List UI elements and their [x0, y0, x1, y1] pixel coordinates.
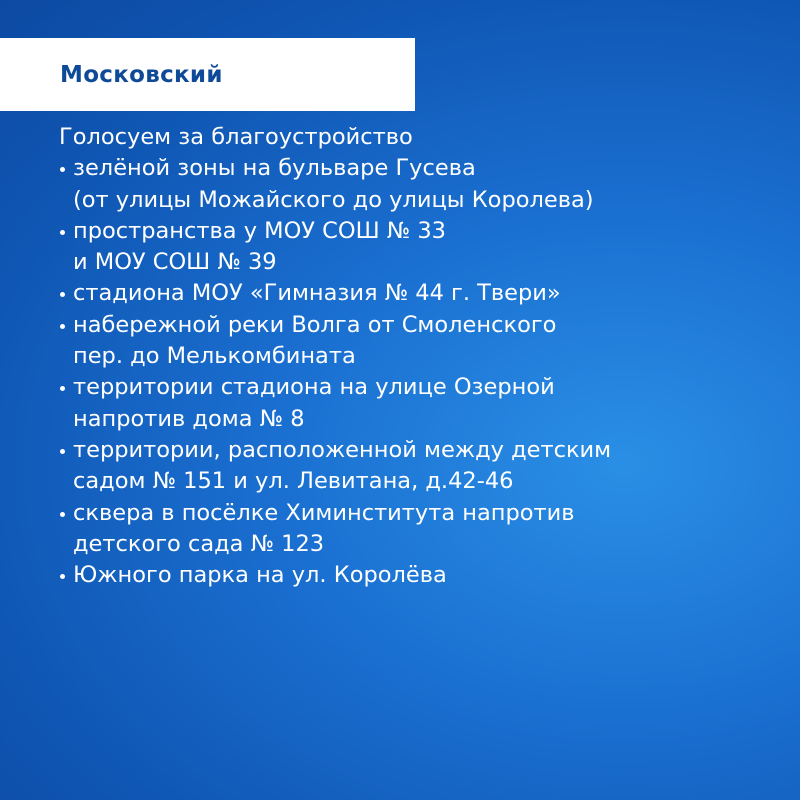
list-item-line: Южного парка на ул. Королёва — [73, 562, 447, 589]
intro-text: Голосуем за благоустройство — [59, 124, 413, 150]
list-item-line: напротив дома № 8 — [73, 405, 305, 432]
bullet-icon — [60, 324, 65, 329]
district-title: Московский — [60, 61, 223, 88]
list-item — [59, 560, 789, 591]
list-item-line: (от улицы Можайского до улицы Королева) — [73, 186, 594, 213]
bullet-icon — [60, 230, 65, 235]
list-item-line: зелёной зоны на бульваре Гусева — [73, 155, 476, 182]
list-item — [59, 278, 789, 309]
bullet-icon — [60, 449, 65, 454]
list-item — [59, 498, 789, 561]
list-item — [59, 435, 789, 498]
list-item — [59, 216, 789, 279]
list-item-line: детского сада № 123 — [73, 530, 325, 557]
list-item — [59, 372, 789, 435]
list-item-line: территории, расположенной между детским — [73, 436, 612, 463]
bullet-icon — [60, 167, 65, 172]
bullet-icon — [60, 386, 65, 391]
list-item-line: набережной реки Волга от Смоленского — [73, 311, 557, 338]
list-item-line: садом № 151 и ул. Левитана, д.42-46 — [73, 468, 514, 495]
list-item-line: и МОУ СОШ № 39 — [73, 249, 277, 276]
voting-content — [59, 122, 789, 591]
bullet-icon — [60, 574, 65, 579]
title-banner — [0, 38, 415, 111]
list-item-line: пер. до Мелькомбината — [73, 343, 356, 370]
list-item-line: сквера в посёлке Химинститута напротив — [73, 499, 575, 526]
list-item — [59, 153, 789, 216]
project-list — [59, 153, 789, 591]
list-item-line: территории стадиона на улице Озерной — [73, 374, 555, 401]
list-item — [59, 310, 789, 373]
list-item-line: стадиона МОУ «Гимназия № 44 г. Твери» — [73, 280, 561, 307]
bullet-icon — [60, 512, 65, 517]
bullet-icon — [60, 292, 65, 297]
list-item-line: пространства у МОУ СОШ № 33 — [73, 217, 446, 244]
